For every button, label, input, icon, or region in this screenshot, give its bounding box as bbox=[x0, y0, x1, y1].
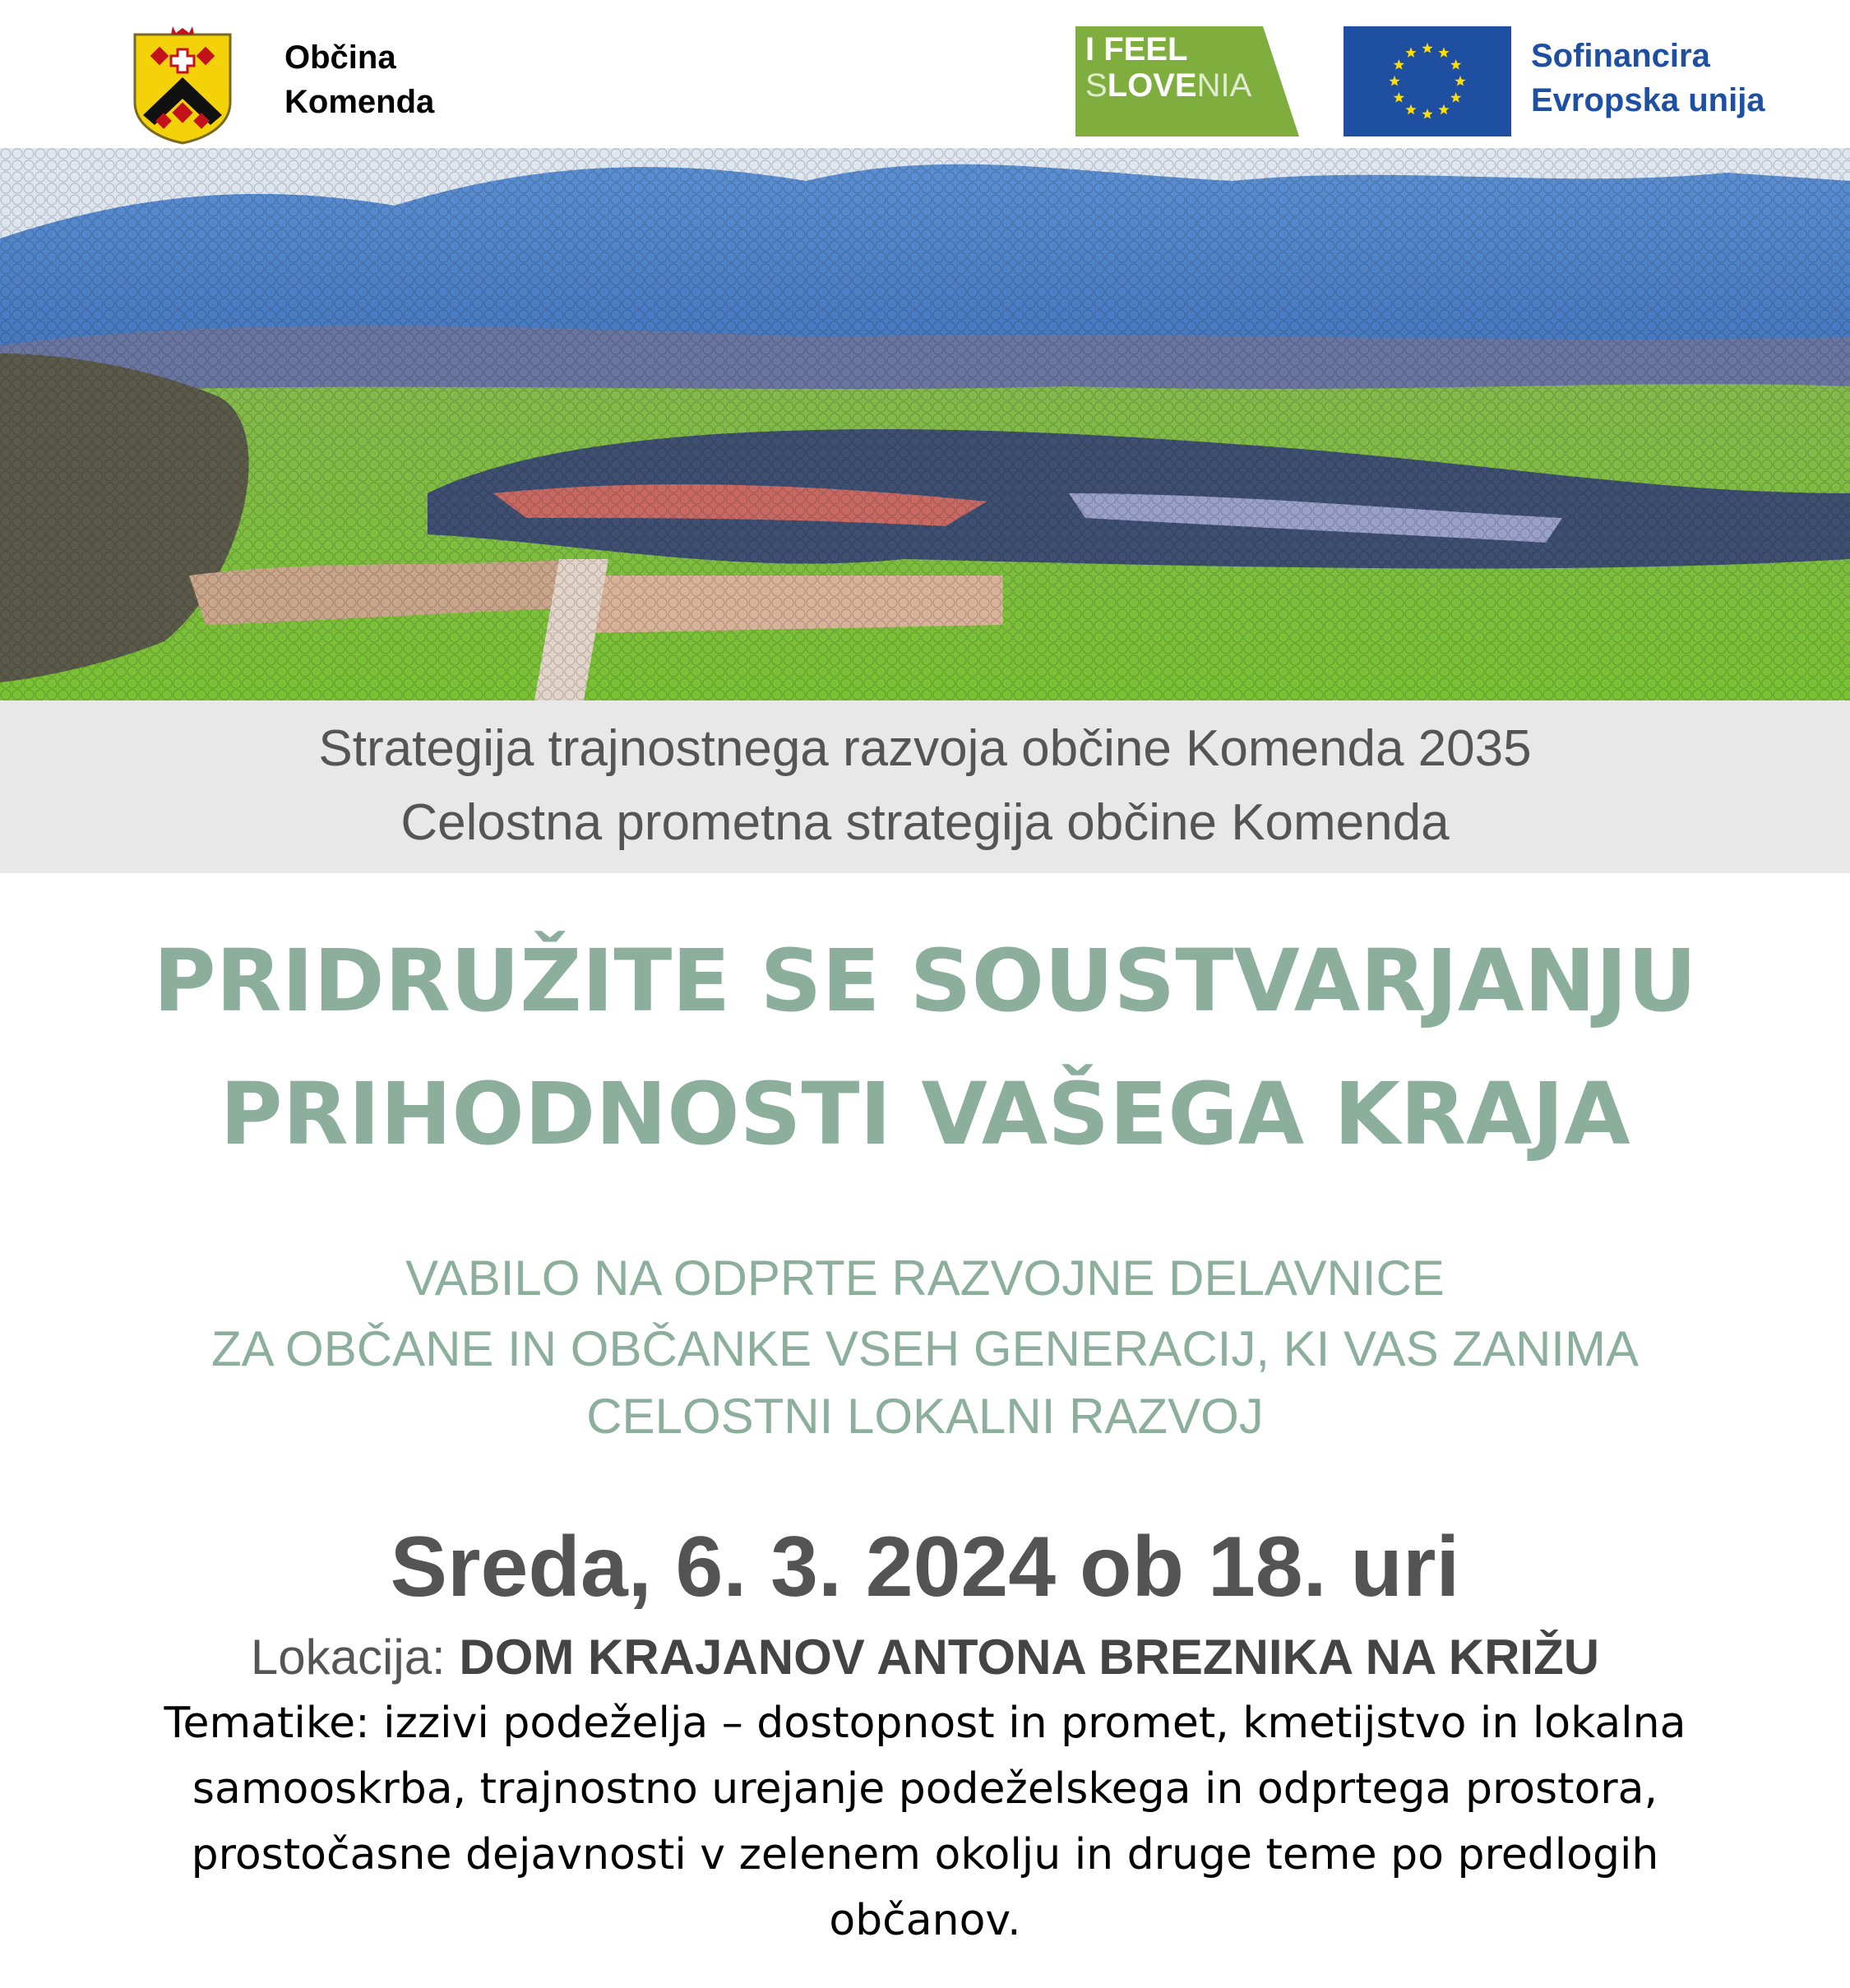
eu-cofinance-line2: Evropska unija bbox=[1531, 82, 1765, 118]
event-location bbox=[0, 1622, 1850, 1693]
ifeel-s: S bbox=[1085, 67, 1108, 104]
ifeel-line1: I FEEL bbox=[1085, 31, 1188, 67]
landscape-mosaic-image bbox=[0, 148, 1850, 700]
ifeel-line2 bbox=[1085, 67, 1251, 104]
topics-line3: prostočasne dejavnosti v zelenem okolju in druge teme po predlogih bbox=[191, 1830, 1659, 1879]
topics-line1: Tematike: izzivi podeželja – dostopnost in promet, kmetijstvo in lokalna bbox=[164, 1699, 1686, 1748]
ifeel-love: LOVE bbox=[1107, 67, 1197, 104]
strategy-title-2: Celostna prometna strategija občine Komenda bbox=[400, 794, 1450, 851]
municipality-name-line1: Občina bbox=[284, 39, 396, 76]
location-label: Lokacija: bbox=[250, 1630, 460, 1685]
eu-flag-icon bbox=[1344, 26, 1511, 136]
invitation-line2: ZA OBČANE IN OBČANKE VSEH GENERACIJ, KI VAS ZANIMA bbox=[211, 1321, 1639, 1376]
invitation-line1: VABILO NA ODPRTE RAZVOJNE DELAVNICE bbox=[405, 1251, 1445, 1306]
ifeel-nia: NIA bbox=[1196, 67, 1252, 104]
municipal-crest-icon bbox=[132, 23, 234, 145]
event-topics bbox=[123, 1690, 1727, 1953]
invitation-line3: CELOSTNI LOKALNI RAZVOJ bbox=[586, 1389, 1264, 1444]
topics-line2: samooskrba, trajnostno urejanje podeželskega in odprtega prostora, bbox=[192, 1764, 1658, 1814]
headline-line1: PRIDRUŽITE SE SOUSTVARJANJU bbox=[153, 931, 1697, 1031]
location-value: DOM KRAJANOV ANTONA BREZNIKA NA KRIŽU bbox=[459, 1630, 1600, 1685]
i-feel-slovenia-logo bbox=[1075, 26, 1299, 136]
event-date: Sreda, 6. 3. 2024 ob 18. uri bbox=[390, 1519, 1460, 1615]
headline-line2: PRIHODNOSTI VAŠEGA KRAJA bbox=[220, 1064, 1630, 1164]
municipality-name-line2: Komenda bbox=[284, 84, 435, 120]
eu-cofinance-line1: Sofinancira bbox=[1531, 38, 1710, 74]
topics-line4: občanov. bbox=[829, 1896, 1021, 1945]
strategy-title-1: Strategija trajnostnega razvoja občine Komenda 2035 bbox=[318, 720, 1532, 777]
